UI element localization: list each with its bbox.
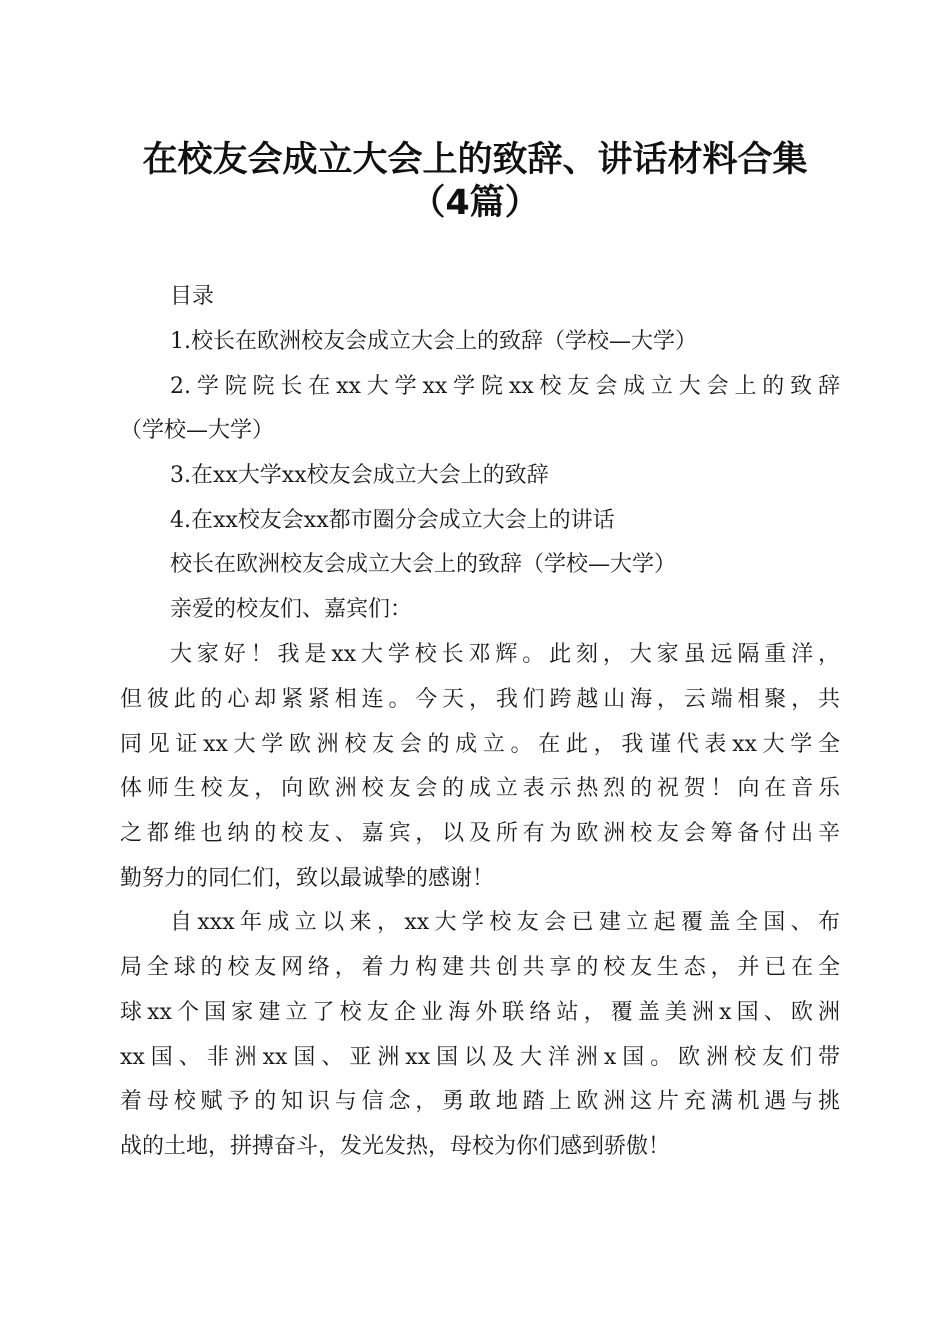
paragraph-1-line-2: 但彼此的心却紧紧相连。今天，我们跨越山海，云端相聚，共	[120, 687, 840, 712]
paragraph-1-line-4: 体师生校友，向欧洲校友会的成立表示热烈的祝贺！向在音乐	[120, 776, 840, 801]
document-title: 在校友会成立大会上的致辞、讲话材料合集	[142, 140, 808, 180]
toc-item-4: 4.在xx校友会xx都市圈分会成立大会上的讲话	[170, 508, 615, 533]
toc-item-1: 1.校长在欧洲校友会成立大会上的致辞（学校—大学）	[170, 329, 697, 354]
toc-item-3: 3.在xx大学xx校友会成立大会上的致辞	[170, 463, 549, 488]
paragraph-2-line-1: 自xxx年成立以来，xx大学校友会已建立起覆盖全国、布	[170, 910, 840, 935]
paragraph-2-line-5: 着母校赋予的知识与信念，勇敢地踏上欧洲这片充满机遇与挑	[120, 1089, 840, 1114]
paragraph-1-line-5: 之都维也纳的校友、嘉宾，以及所有为欧洲校友会筹备付出辛	[120, 821, 840, 846]
paragraph-2-line-6: 战的土地，拼搏奋斗，发光发热，母校为你们感到骄傲！	[120, 1134, 671, 1159]
toc-item-2: 2.学院院长在xx大学xx学院xx校友会成立大会上的致辞	[170, 374, 840, 399]
toc-item-2-continued: （学校—大学）	[120, 418, 275, 443]
toc-heading: 目录	[170, 284, 215, 309]
paragraph-1-line-6: 勤努力的同仁们，致以最诚挚的感谢！	[120, 866, 495, 891]
paragraph-2-line-3: 球xx个国家建立了校友企业海外联络站，覆盖美洲x国、欧洲	[120, 1000, 840, 1025]
salutation: 亲爱的校友们、嘉宾们：	[170, 597, 413, 622]
paragraph-1-line-1: 大家好！我是xx大学校长邓辉。此刻，大家虽远隔重洋，	[170, 642, 840, 667]
section-title: 校长在欧洲校友会成立大会上的致辞（学校—大学）	[170, 552, 677, 577]
paragraph-1-line-3: 同见证xx大学欧洲校友会的成立。在此，我谨代表xx大学全	[120, 732, 840, 757]
paragraph-2-line-4: xx国、非洲xx国、亚洲xx国以及大洋洲x国。欧洲校友们带	[120, 1045, 840, 1070]
document-title-count: （4篇）	[410, 183, 540, 223]
paragraph-2-line-2: 局全球的校友网络，着力构建共创共享的校友生态，并已在全	[120, 955, 840, 980]
